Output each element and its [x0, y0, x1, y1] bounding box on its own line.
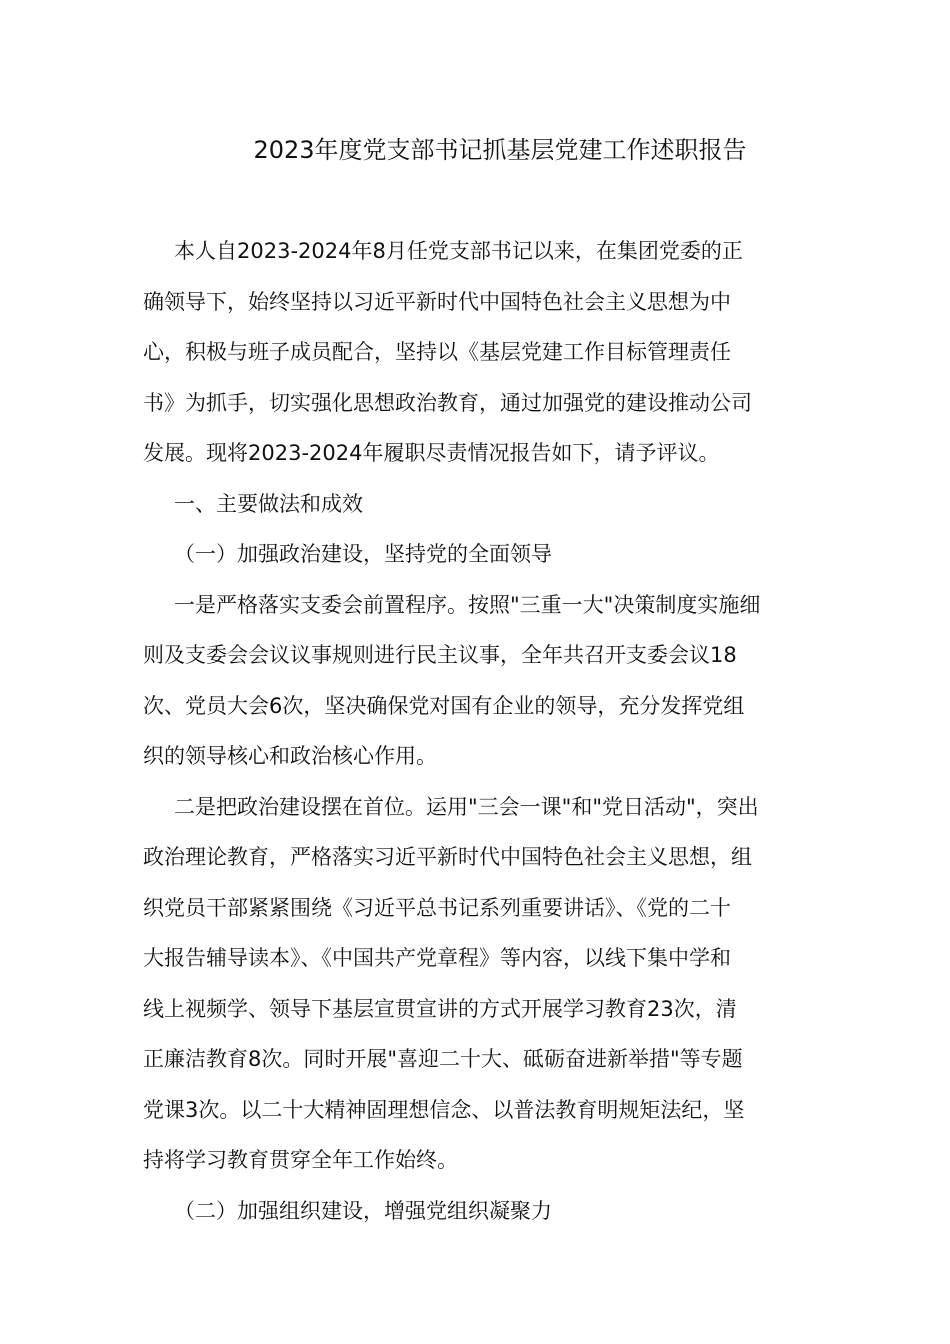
- paragraph-line: 党课3次。以二十大精神固理想信念、以普法教育明规矩法纪，坚: [143, 1097, 745, 1122]
- subsection-heading: （二）加强组织建设，增强党组织凝聚力: [174, 1198, 552, 1223]
- paragraph-line: 政治理论教育，严格落实习近平新时代中国特色社会主义思想，组: [143, 845, 752, 869]
- subsection-heading: （一）加强政治建设，坚持党的全面领导: [174, 542, 552, 566]
- paragraph-line: 线上视频学、领导下基层宣贯宣讲的方式开展学习教育23次，清: [143, 996, 737, 1021]
- paragraph-line: 织的领导核心和政治核心作用。: [143, 744, 437, 768]
- paragraph-line: 书》为抓手，切实强化思想政治教育，通过加强党的建设推动公司: [143, 390, 752, 415]
- paragraph-line: 心，积极与班子成员配合，坚持以《基层党建工作目标管理责任: [143, 340, 731, 364]
- paragraph-line: 大报告辅导读本》、《中国共产党章程》等内容，以线下集中学和: [143, 946, 731, 970]
- paragraph-line: 一是严格落实支委会前置程序。按照"三重一大"决策制度实施细: [174, 592, 761, 617]
- paragraph-line: 正廉洁教育8次。同时开展"喜迎二十大、砥砺奋进新举措"等专题: [143, 1047, 743, 1071]
- paragraph-line: 次、党员大会6次，坚决确保党对国有企业的领导，充分发挥党组: [143, 693, 745, 718]
- paragraph-line: 则及支委会会议议事规则进行民主议事，全年共召开支委会议18: [143, 643, 737, 667]
- paragraph-line: 二是把政治建设摆在首位。运用"三会一课"和"党日活动"，突出: [174, 794, 759, 819]
- document-body: [143, 226, 807, 1236]
- paragraph-line: 确领导下，始终坚持以习近平新时代中国特色社会主义思想为中: [143, 289, 731, 314]
- paragraph-line: 织党员干部紧紧围绕《习近平总书记系列重要讲话》、《党的二十: [143, 895, 731, 920]
- paragraph-line: 持将学习教育贯穿全年工作始终。: [143, 1148, 458, 1172]
- document-title: 2023年度党支部书记抓基层党建工作述职报告: [253, 136, 747, 164]
- paragraph-line: 发展。现将2023-2024年履职尽责情况报告如下，请予评议。: [143, 441, 720, 465]
- paragraph-line: 本人自2023-2024年8月任党支部书记以来，在集团党委的正: [174, 239, 743, 263]
- section-heading: 一、主要做法和成效: [174, 491, 363, 516]
